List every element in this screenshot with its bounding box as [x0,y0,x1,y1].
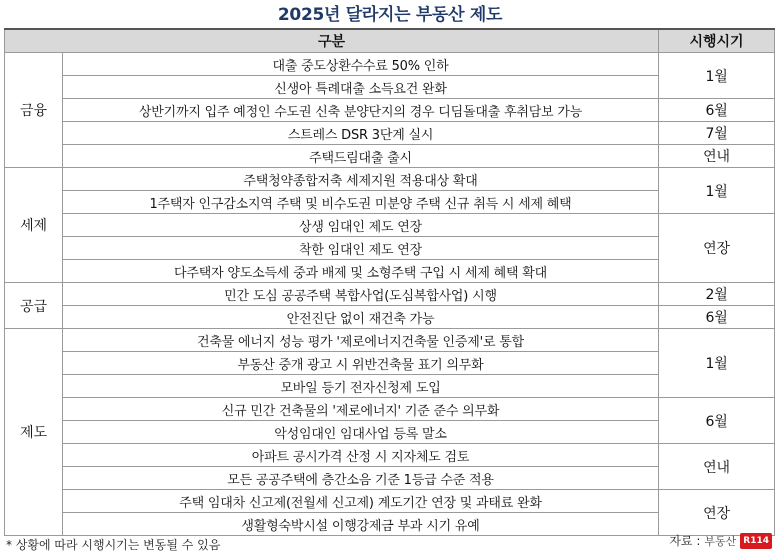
item-cell: 대출 중도상환수수료 50% 인하 [63,53,659,76]
item-cell: 민간 도심 공공주택 복합사업(도심복합사업) 시행 [63,283,659,306]
table-row [5,168,775,191]
header-category: 구분 [5,29,659,53]
item-cell: 신생아 특례대출 소득요건 완화 [63,76,659,99]
item-cell: 안전진단 없이 재건축 가능 [63,306,659,329]
table-row [5,398,775,421]
timing-cell: 연장 [659,490,775,536]
timing-cell: 6월 [659,99,775,122]
item-cell: 스트레스 DSR 3단계 실시 [63,122,659,145]
table-row [5,53,775,76]
timing-cell: 6월 [659,306,775,329]
timing-cell: 연내 [659,145,775,168]
timing-cell: 1월 [659,168,775,214]
timing-cell: 6월 [659,398,775,444]
timing-cell: 연장 [659,214,775,283]
source-logo-text: 부동산 [704,534,737,548]
item-cell: 부동산 중개 광고 시 위반건축물 표기 의무화 [63,352,659,375]
item-cell: 1주택자 인구감소지역 주택 및 비수도권 미분양 주택 신규 취득 시 세제 혜택 [63,191,659,214]
timing-cell: 7월 [659,122,775,145]
item-cell: 아파트 공시가격 산정 시 지자체도 검토 [63,444,659,467]
header-timing: 시행시기 [659,29,775,53]
source [669,532,772,549]
source-logo-badge: R114 [740,533,772,549]
item-cell: 악성임대인 임대사업 등록 말소 [63,421,659,444]
item-cell: 다주택자 양도소득세 중과 배제 및 소형주택 구입 시 세제 혜택 확대 [63,260,659,283]
item-cell: 신규 민간 건축물의 '제로에너지' 기준 준수 의무화 [63,398,659,421]
table-row [5,444,775,467]
timing-cell: 1월 [659,53,775,99]
table-body [5,53,775,536]
table-row [5,99,775,122]
timing-cell: 연내 [659,444,775,490]
item-cell: 모바일 등기 전자신청제 도입 [63,375,659,398]
source-label: 자료 : [669,534,701,548]
item-cell: 주택드림대출 출시 [63,145,659,168]
timing-cell: 1월 [659,329,775,398]
category-cell: 공급 [5,283,63,329]
item-cell: 주택 임대차 신고제(전월세 신고제) 계도기간 연장 및 과태료 완화 [63,490,659,513]
item-cell: 건축물 에너지 성능 평가 '제로에너지건축물 인증제'로 통합 [63,329,659,352]
category-cell: 제도 [5,329,63,536]
item-cell: 상생 임대인 제도 연장 [63,214,659,237]
table-row [5,145,775,168]
table-row [5,490,775,513]
item-cell: 상반기까지 입주 예정인 수도권 신축 분양단지의 경우 디딤돌대출 후취담보 가능 [63,99,659,122]
table-row [5,283,775,306]
page-title: 2025년 달라지는 부동산 제도 [277,5,503,25]
table-row [5,122,775,145]
item-cell: 주택청약종합저축 세제지원 적용대상 확대 [63,168,659,191]
table-row [5,329,775,352]
item-cell: 착한 임대인 제도 연장 [63,237,659,260]
policy-table [4,28,775,536]
table-row [5,306,775,329]
category-cell: 금융 [5,53,63,168]
footnote: * 상황에 따라 시행시기는 변동될 수 있음 [6,538,221,552]
table-row [5,214,775,237]
table-header-row [5,29,775,53]
category-cell: 세제 [5,168,63,283]
item-cell: 생활형숙박시설 이행강제금 부과 시기 유예 [63,513,659,536]
timing-cell: 2월 [659,283,775,306]
item-cell: 모든 공공주택에 층간소음 기준 1등급 수준 적용 [63,467,659,490]
